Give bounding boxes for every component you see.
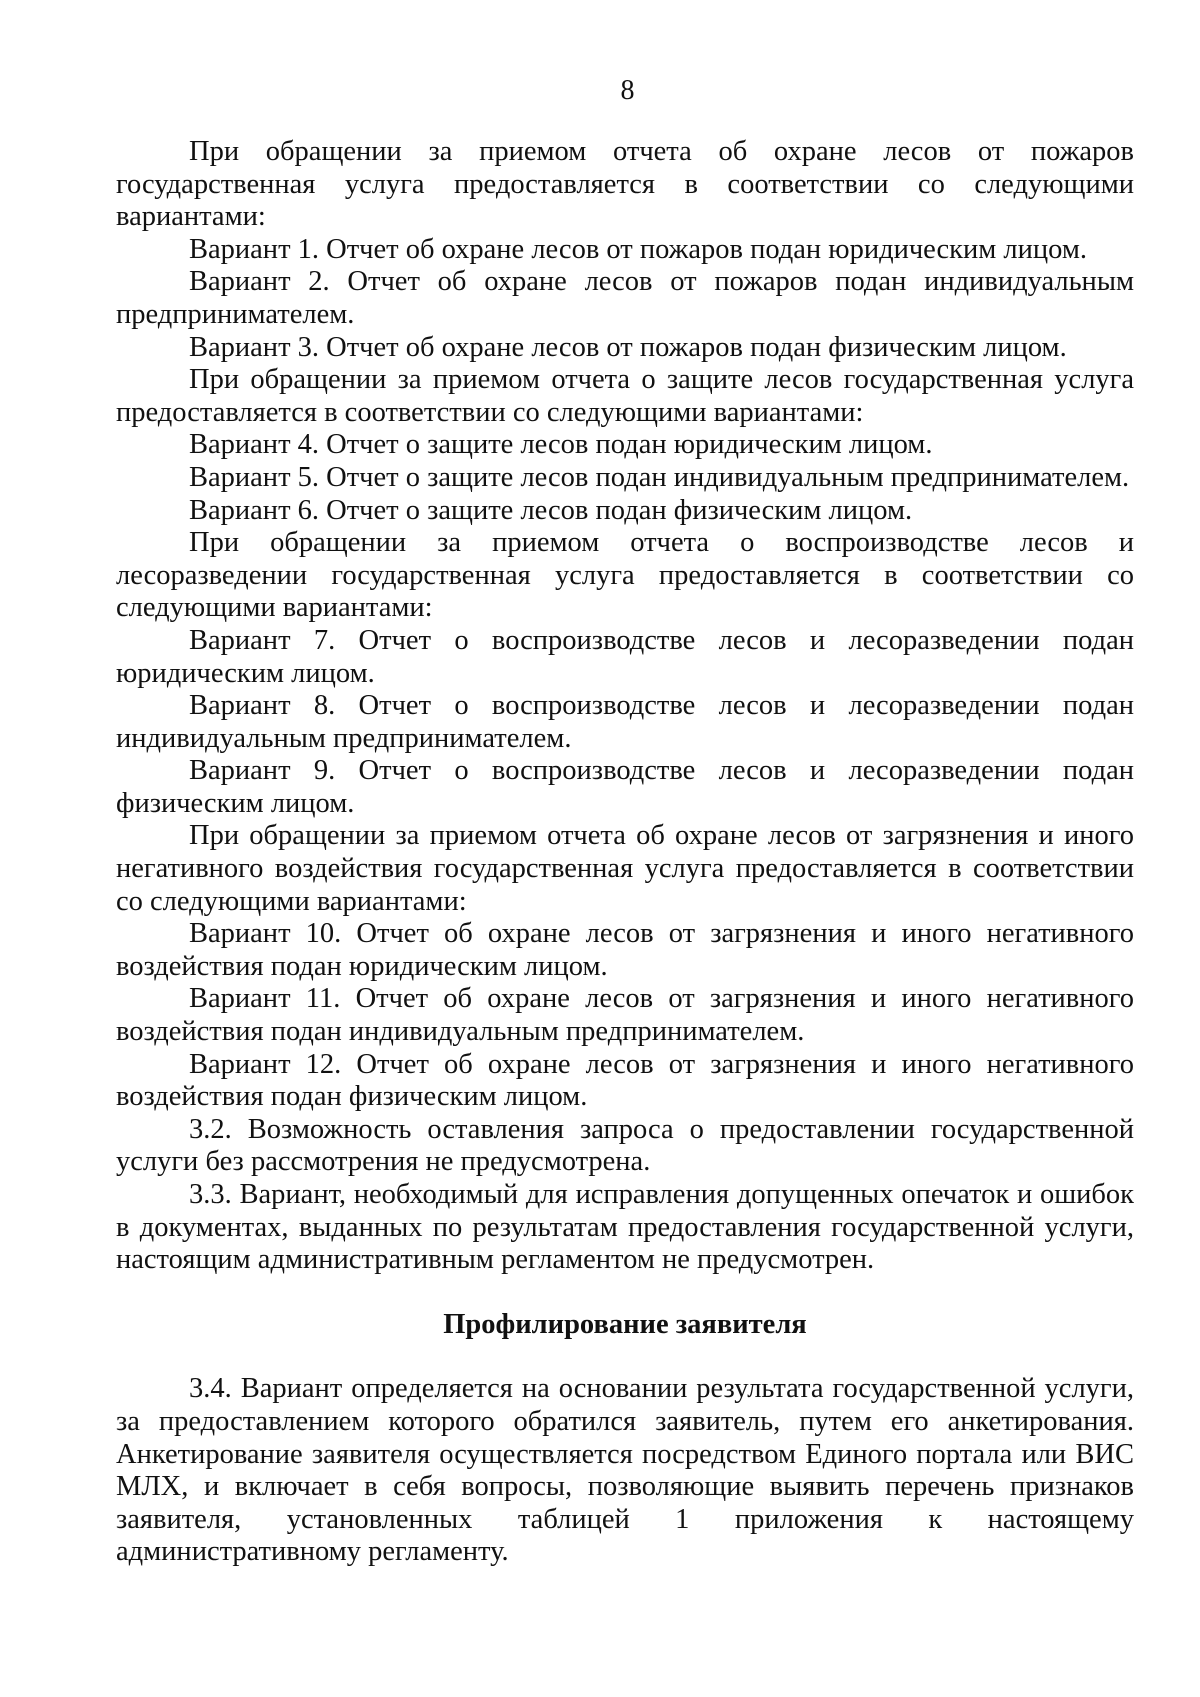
section-heading: Профилирование заявителя <box>443 1308 807 1340</box>
paragraph: 3.3. Вариант, необходимый для исправления допущенных опечаток и ошибок в документах, выданных по результатам предоставления государственной услуги, настоящим административным регламентом не предусмотрен. <box>116 1179 1134 1276</box>
paragraph: Вариант 3. Отчет об охране лесов от пожаров подан физическим лицом. <box>189 331 1067 363</box>
document-body <box>116 136 1134 1569</box>
paragraph: Вариант 8. Отчет о воспроизводстве лесов и лесоразведении подан индивидуальным предпринимателем. <box>116 690 1134 754</box>
paragraph: При обращении за приемом отчета об охране лесов от пожаров государственная услуга предоставляется в соответствии со следующими вариантами: <box>116 136 1134 233</box>
paragraph: Вариант 2. Отчет об охране лесов от пожаров подан индивидуальным предпринимателем. <box>116 266 1134 330</box>
paragraph: 3.4. Вариант определяется на основании результата государственной услуги, за предоставлением которого обратился заявитель, путем его анкетирования. Анкетирование заявителя осуществляется посредством Единого портала или ВИС МЛХ, и включает в себя вопросы, позволяющие выявить перечень признаков заявителя, установленных таблицей 1 приложения к настоящему административному регламенту. <box>116 1373 1134 1568</box>
paragraph: Вариант 7. Отчет о воспроизводстве лесов и лесоразведении подан юридическим лицом. <box>116 624 1134 689</box>
paragraph: При обращении за приемом отчета об охране лесов от загрязнения и иного негативного воздействия государственная услуга предоставляется в соответствии со следующими вариантами: <box>116 820 1134 917</box>
paragraph: Вариант 6. Отчет о защите лесов подан физическим лицом. <box>189 494 913 526</box>
paragraph: Вариант 9. Отчет о воспроизводстве лесов и лесоразведении подан физическим лицом. <box>116 755 1134 819</box>
paragraph: Вариант 4. Отчет о защите лесов подан юридическим лицом. <box>189 429 933 461</box>
paragraph: Вариант 1. Отчет об охране лесов от пожаров подан юридическим лицом. <box>189 233 1088 265</box>
paragraph: При обращении за приемом отчета о воспроизводстве лесов и лесоразведении государственная услуга предоставляется в соответствии со следующими вариантами: <box>116 527 1134 624</box>
paragraph: Вариант 12. Отчет об охране лесов от загрязнения и иного негативного воздействия подан физическим лицом. <box>116 1048 1134 1113</box>
paragraph: Вариант 5. Отчет о защите лесов подан индивидуальным предпринимателем. <box>189 461 1130 493</box>
paragraph: Вариант 10. Отчет об охране лесов от загрязнения и иного негативного воздействия подан юридическим лицом. <box>116 918 1134 982</box>
paragraph: 3.2. Возможность оставления запроса о предоставлении государственной услуги без рассмотрения не предусмотрена. <box>116 1113 1134 1178</box>
paragraph: При обращении за приемом отчета о защите лесов государственная услуга предоставляется в соответствии со следующими вариантами: <box>116 364 1134 428</box>
page-number: 8 <box>620 75 635 106</box>
paragraph: Вариант 11. Отчет об охране лесов от загрязнения и иного негативного воздействия подан индивидуальным предпринимателем. <box>116 983 1134 1048</box>
